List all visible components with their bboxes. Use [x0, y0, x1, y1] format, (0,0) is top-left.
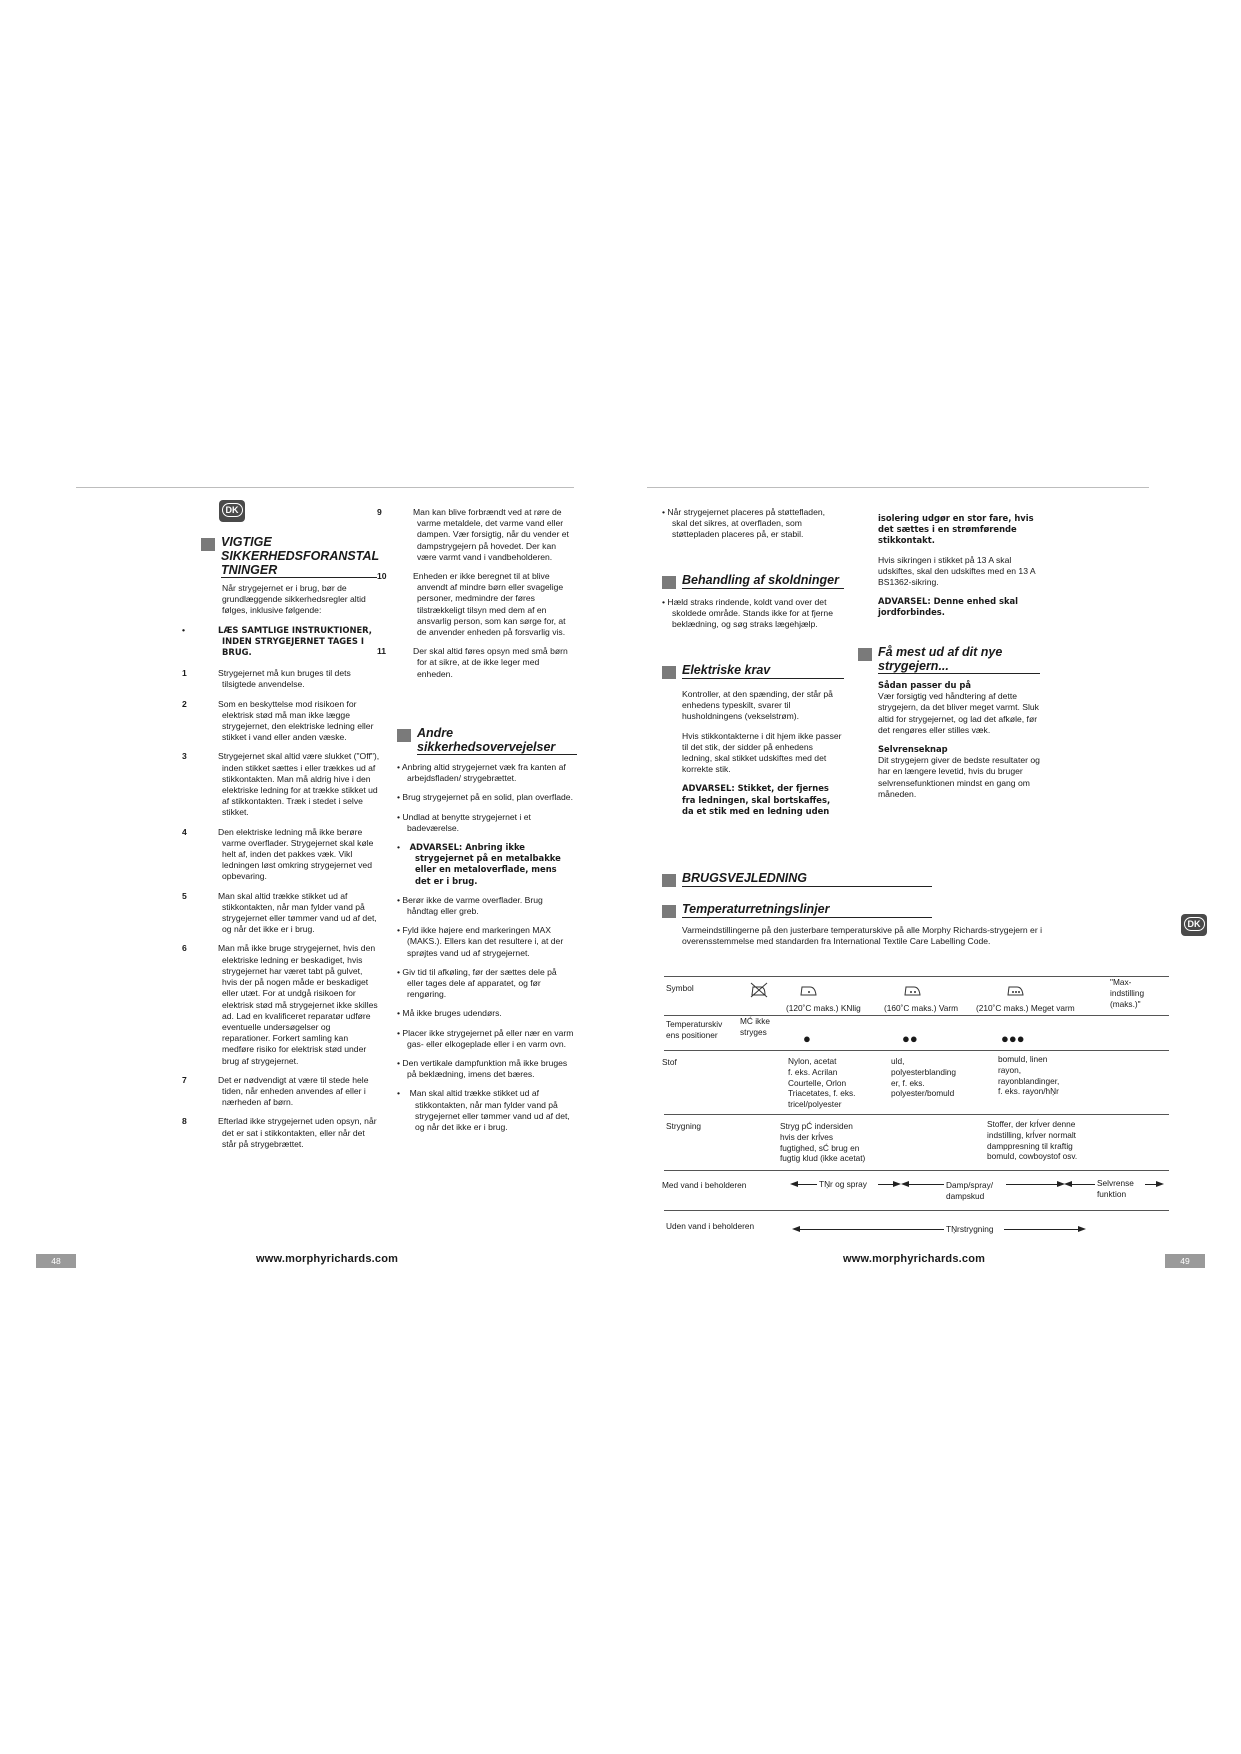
left-col-2	[377, 507, 575, 688]
symbol-label: Symbol	[666, 983, 694, 993]
iron-three-dots-icon	[1007, 983, 1025, 997]
arrow-line-5	[1071, 1184, 1095, 1185]
footer-url-left[interactable]: www.morphyrichards.com	[256, 1253, 399, 1265]
safety-item-11: 11 Der skal altid føres opsyn med små børn for at sikre, at de ikke leger med enheden.	[377, 646, 568, 679]
arrow-line-1	[797, 1184, 817, 1185]
position-two-dots: ●●	[902, 1031, 918, 1046]
dry-ironing-label: TŅrstrygning	[946, 1224, 994, 1234]
care-text: Vær forsigtig ved håndtering af dette strygejern, da det bliver meget varmt. Sluk altid for strygejernet, og lad det afkøle, før det rengøres eller stilles væk.	[878, 691, 1039, 735]
safety-item-10: 10 Enheden er ikke beregnet til at blive anvendt af mindre børn eller svagelige personer, medmindre der føres tilstrækkeligt tilsyn med dem af en ansvarlig person, som kan sørge for, at de anvender enheden på forsvarlig vis.	[377, 571, 566, 638]
table-rule-5	[664, 1170, 1169, 1171]
table-rule-top	[664, 976, 1169, 977]
ironing-cool-text: Stryg pĆ indersiden hvis der krĺves fugtighed, sĆ brug en fugtig klud (ikke acetat)	[780, 1121, 866, 1164]
language-badge-dk: DK	[219, 500, 245, 522]
table-rule-4	[664, 1114, 1169, 1115]
top-rule-right	[647, 487, 1149, 488]
section-heading-usage: BRUGSVEJLEDNING	[662, 871, 937, 889]
ironing-hot-text: Stoffer, der krĺver denne indstilling, krĺver normalt damppresning til kraftig bomuld, cowboystof osv.	[987, 1119, 1078, 1162]
care-title: Sådan passer du på	[878, 680, 972, 690]
self-clean-label: Selvrense funktion	[1097, 1178, 1134, 1199]
ironing-label: Strygning	[666, 1121, 702, 1131]
dry-and-spray-label: TŅr og spray	[819, 1179, 867, 1189]
support-bullet: • Når strygejernet placeres på støttefladen, skal det sikres, at overfladen, som støttepladen placeres på, er stabil.	[662, 507, 826, 540]
iron-two-dots-icon	[904, 983, 922, 997]
safety-item-1: 1 Strygejernet må kun bruges til dets tilsigtede anvendelse.	[182, 668, 351, 690]
footer-url-right[interactable]: www.morphyrichards.com	[843, 1253, 986, 1265]
fabric-label: Stof	[662, 1057, 677, 1067]
safety-item-6: 6 Man må ikke bruge strygejernet, hvis den elektriske ledning er beskadiget, hvis strygejernet har været tabt på gulvet, hvis der på nogen måde er beskadiget eller utæt. For at undgå risikoen for elektrisk stød må strygejernet ikke skilles ad. Lad en kvalificeret reparatør udføre eventuelle undersøgelser og reparationer. Forkert samling kan medføre risiko for elektrisk stød under brug af strygejernet.	[182, 943, 378, 1066]
burns-text-block	[662, 597, 840, 639]
section-heading-burns: Behandling af skoldninger	[662, 573, 842, 591]
without-water-label: Uden vand i beholderen	[666, 1221, 755, 1231]
metal-warning: • ADVARSEL: Anbring ikke strygejernet på en metalbakke eller en metaloverflade, mens det er i brug.	[397, 842, 561, 886]
other-bullet-6: • Giv tid til afkøling, før der sættes dele på eller tages dele af apparatet, og før rengøring.	[397, 966, 557, 1000]
right-col-2-top	[878, 513, 1044, 627]
safety-item-4: 4 Den elektriske ledning må ikke berøre varme overflader. Strygejernet skal køle helt af, inden det pakkes væk. Vikl ledningen løst omkring strygejernet ved opbevaring.	[182, 826, 374, 882]
table-rule-3	[664, 1050, 1169, 1051]
page-number-right: 49	[1165, 1254, 1205, 1268]
fabric-hot-list: bomuld, linen rayon, rayonblandinger, f. eks. rayon/hŅr	[998, 1054, 1060, 1097]
no-iron-icon	[750, 982, 768, 998]
arrow-line-7	[799, 1229, 944, 1230]
temp-hot-label: (210˚C maks.) Meget varm	[976, 1003, 1075, 1013]
other-bullet-5: • Fyld ikke højere end markeringen MAX (MAKS.). Ellers kan det resultere i, at der sprøjtes vand ud af strygejernet.	[397, 925, 564, 958]
other-bullet-7: • Må ikke bruges udendørs.	[397, 1008, 502, 1019]
arrow-line-4	[1006, 1184, 1058, 1185]
section-heading-get-most: Få mest ud af dit nye strygejern...	[858, 645, 1043, 675]
temp-cool-label: (120˚C maks.) KNlig	[786, 1003, 861, 1013]
other-bullet-8: • Placer ikke strygejernet på eller nær en varm gas- eller elkogeplade eller i en varm ovn.	[397, 1027, 574, 1049]
arrow-line-2	[878, 1184, 894, 1185]
other-bullet-9: • Den vertikale dampfunktion må ikke bruges på beklædning, imens det bæres.	[397, 1058, 568, 1080]
other-bullet-4: • Berør ikke de varme overflader. Brug håndtag eller greb.	[397, 894, 543, 917]
right-col-1-top	[662, 507, 840, 549]
table-rule-6	[664, 1210, 1169, 1211]
electrical-warning: ADVARSEL: Stikket, der fjernes fra ledningen, skal bortskaffes, da et stik med en ledning uden	[682, 783, 831, 816]
burns-bullet: • Hæld straks rindende, koldt vand over det skoldede område. Stands ikke for at fjerne beklædning, og søg straks lægehjælp.	[662, 597, 833, 630]
other-bullet-1: • Anbring altid strygejernet væk fra kanten af arbejdsfladen/ strygebrættet.	[397, 762, 566, 784]
page-number-left: 48	[36, 1254, 76, 1268]
arrow-line-3	[908, 1184, 944, 1185]
arrow-head-right-4	[1078, 1226, 1086, 1232]
iron-one-dot-icon	[800, 983, 818, 997]
selfclean-text: Dit strygejern giver de bedste resultater og har en længere levetid, hvis du bruger selvrensefunktionen mindst en gang om måneden.	[878, 755, 1040, 799]
electrical-text-block	[682, 689, 844, 825]
left-col-1	[182, 583, 380, 1158]
safety-item-2: 2 Som en beskyttelse mod risikoen for elektrisk stød må man ikke lægge strygejernet, den elektriske ledning eller stikket i vand eller anden væske.	[182, 698, 374, 743]
left-col-2-bullets	[397, 762, 575, 1141]
fabric-warm-list: uld, polyesterblanding er, f. eks. polyester/bomuld	[891, 1056, 957, 1099]
other-bullet-3: • Undlad at benytte strygejernet i et badeværelse.	[397, 811, 531, 833]
safety-item-3: 3 Strygejernet skal altid være slukket ("Off"), inden stikket sættes i eller trækkes ud af stikkontakten. Man må aldrig hive i den elektriske ledning for at trække stikket ud af stikkontakten. Træk i stedet i selve stikket.	[182, 751, 380, 818]
positions-label: Temperaturskiv ens positioner	[666, 1019, 723, 1040]
arrow-head-right-3	[1156, 1181, 1164, 1187]
section-heading-safety: VIGTIGE SIKKERHEDSFORANSTAL TNINGER	[201, 535, 381, 579]
no-iron-label: MĆ ikke stryges	[740, 1016, 770, 1037]
language-badge-dk-side: DK	[1181, 914, 1207, 936]
fabric-cool-list: Nylon, acetat f. eks. Acrilan Courtelle, Orlon Triacetates, f. eks. tricel/polyester	[788, 1056, 856, 1110]
warning-continued: isolering udgør en stor fare, hvis det sættes i en strømførende stikkontakt.	[878, 513, 1034, 546]
steam-spray-label: Damp/spray/ dampskud	[946, 1180, 994, 1201]
section-heading-other-safety: Andre sikkerhedsovervejelser	[397, 726, 577, 756]
max-setting-note: "Max- indstilling (maks.)"	[1110, 977, 1145, 1009]
section-heading-electrical: Elektriske krav	[662, 663, 842, 681]
safety-item-8: 8 Efterlad ikke strygejernet uden opsyn, når det er sat i stikkontakten, eller når det står på strygebrættet.	[182, 1116, 377, 1149]
position-one-dot: ●	[803, 1031, 811, 1046]
selfclean-title: Selvrenseknap	[878, 744, 948, 755]
section-heading-temperature: Temperaturretningslinjer	[662, 902, 937, 920]
safety-item-7: 7 Det er nødvendigt at være til stede hele tiden, når enheden anvendes af eller i nærheden af børn.	[182, 1074, 369, 1108]
position-three-dots: ●●●	[1001, 1031, 1025, 1046]
fuse-text: Hvis sikringen i stikket på 13 A skal udskiftes, skal den udskiftes med en 13 A BS1362-sikring.	[878, 554, 1036, 588]
arrow-line-8	[1004, 1229, 1079, 1230]
with-water-label: Med vand i beholderen	[662, 1180, 747, 1190]
ground-warning: ADVARSEL: Denne enhed skal jordforbindes.	[878, 596, 1019, 618]
right-col-2-care	[878, 680, 1044, 808]
arrow-head-right-1	[893, 1181, 901, 1187]
other-bullet-2: • Brug strygejernet på en solid, plan overflade.	[397, 792, 573, 803]
other-bullet-10: • Man skal altid trække stikket ud af stikkontakten, når man fylder vand på strygejernet eller tømmer vand ud af det, og når det ikke er i brug.	[397, 1088, 570, 1133]
read-all-warning: • LÆS SAMTLIGE INSTRUKTIONER, INDEN STRYGEJERNET TAGES I BRUG.	[182, 624, 372, 658]
temp-warm-label: (160˚C maks.) Varm	[884, 1003, 959, 1013]
safety-item-9: 9 Man kan blive forbrændt ved at røre de varme metaldele, det varme vand eller dampen. Vær forsigtig, når du vender et dampstrygejern på hovedet. Der kan være varmt vand i vandbeholderen.	[377, 507, 569, 562]
electrical-voltage-text: Kontroller, at den spænding, der står på enhedens typeskilt, svarer til husholdningens (vekselstrøm).	[682, 689, 833, 722]
safety-item-5: 5 Man skal altid trække stikket ud af stikkontakten, når man fylder vand på strygejernet eller tømmer vand ud af det, og når det ikke er i brug.	[182, 890, 377, 935]
intro-text: Når strygejernet er i brug, bør de grundlæggende sikkerhedsregler altid følges, inklusive følgende:	[222, 583, 366, 616]
temperature-intro: Varmeindstillingerne på den justerbare temperaturskive på alle Morphy Richards-strygejern er i overensstemmelse med standarden fra International Textile Care Labelling Code.	[682, 925, 1042, 947]
electrical-plug-text: Hvis stikkontakterne i dit hjem ikke passer til det stik, der sidder på enhedens ledning, skal stikket udskiftes med det korrekte stik.	[682, 730, 842, 775]
top-rule-left	[76, 487, 574, 488]
